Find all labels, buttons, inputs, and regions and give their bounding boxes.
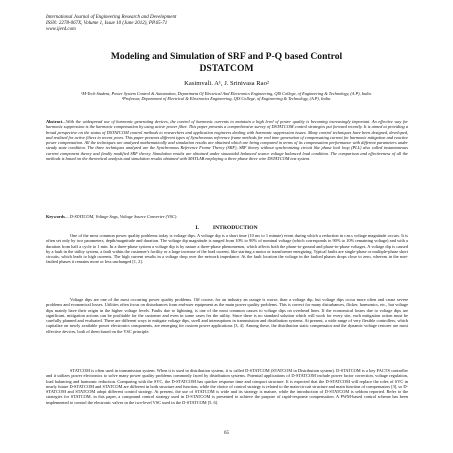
keywords-text: — D-STATCOM, Voltage Sags, Voltage Source Converter (VSC). xyxy=(64,214,178,219)
page-number: 65 xyxy=(224,431,229,436)
intro-paragraph-1: One of the most common power quality problems today is voltage dips. A voltage dip is a short time (10 ms to 1 minute) event during which a reduction in r.m.s voltage magnitude occurs. It is often set only by two parameters, depth/magnitude and duration. The voltage dip magnitude is ranged from 10% to 90% of nominal voltage (which corresponds to 90% to 10% remaining voltage) and with a duration from half a cycle to 1 min. In a three-phase system a voltage dip is by nature a three-phase phenomenon, which affects both the phase-to-ground and phase-to-phase voltages. A voltage dip is caused by a fault in the utility system, a fault within the customer's facility or a large increase of the load current, like starting a motor or transformer energizing. Typical faults are single-phase or multiple-phase short circuits, which leads to high currents. The high current results in a voltage drop over the network impedance. At the fault location the voltage in the faulted phases drops close to zero, whereas in the non-faulted phases it remains more or less unchanged [1, 2]. xyxy=(46,233,408,265)
intro-paragraph-2: Voltage dips are one of the most occurring power quality problems. Off course, for an industry an outage is worse, than a voltage dip, but voltage dips occur more often and cause severe problems and economical losses. Utilities often focus on disturbances from end-user equipment as the main power quality problems. This is correct for many disturbances, flicker, harmonics, etc., but voltage dips mainly have their origin in the higher voltage levels. Faults due to lightning, is one of the most common causes to voltage dips on overhead lines. If the economical losses due to voltage dips are significant, mitigation actions can be profitable for the customer and even in some cases for the utility. Since there is no standard solution which will work for every site, each mitigation action must be carefully planned and evaluated. There are different ways to mitigate voltage dips, swell and interruptions in transmission and distribution systems. At present, a wide range of very flexible controllers, which capitalize on newly available power electronics components, are emerging for custom power applications [3, 4]. Among these, the distribution static compensator and the dynamic voltage restorer are most effective devices, both of them based on the VSC principle. xyxy=(46,297,408,334)
keywords-label: Keywords xyxy=(46,214,65,219)
journal-name: International Journal of Engineering Research and Development xyxy=(46,15,177,20)
journal-issn: ISSN: 2278-067X, Volume 1, Issue 10 (June 2012), PP.65-71 xyxy=(46,21,168,26)
section-heading-introduction: I. INTRODUCTION xyxy=(195,225,258,231)
abstract-text: —With the widespread use of harmonic generating devices, the control of harmonic currents to maintain a high level of power quality is becoming increasingly important. An effective way for harmonic suppression is the harmonic compensation by using active power filter. This paper presents a comprehensive survey of DSTATCOM control strategies put forward recently. It is aimed at providing a broad perspective on the status of DSTATCOM control methods to researchers and application engineers dealing with harmonic suppression issues. Many control techniques have been designed, developed, and realized for active filters in recent years. This paper presents different types of Synchronous reference frame methods for real time generation of compensating current for harmonic mitigation and reactive power compensation. All the techniques are analyzed mathematically and simulation results are obtained which are being compared in terms of its compensation performance with different parameters under steady state condition. The three techniques analyzed are the Synchronous Reference Frame Theory (SRF), SRF theory without synchronizing circuit like phase lock loop (PLL) also called instantaneous current component theory and finally modified SRF theory. Simulation results are obtained under sinusoidal balanced source voltage balanced load condition. The comparison and effectiveness of all the methods is based on the theoretical analysis and simulation results obtained with MATLAB employing a three phase three wire DSTATCOM test system. xyxy=(46,119,408,161)
abstract xyxy=(46,119,408,161)
affiliation-1: ¹M-Tech Student, Power System Control & Automation, Department Of Electrical And Electronics Engineering, QIS College, of Engineering & Technology, (A.P), India. xyxy=(81,91,372,96)
paper-title xyxy=(0,51,453,75)
journal-url[interactable]: www.ijerd.com xyxy=(46,27,76,32)
paper-title-line-1: Modeling and Simulation of SRF and P-Q based Control xyxy=(110,51,343,62)
intro-paragraph-3: STATCOM is often used in transmission system. When it is used in distribution system, it is called D-STATCOM (STATCOM in Distribution system). D-STATCOM is a key FACTS controller and it utilizes power electronics to solve many power quality problems commonly faced by distribution systems. Potential applications of D-STATCOM include power factor correction, voltage regulation, load balancing and harmonic reduction. Comparing with the SVC, the D-STATCOM has quicker response time and compact structure. It is expected that the D-STATCOM will replace the roles of SVC in nearly future D-STATCOM and STATCOM are different in both structure and function, while the choice of control strategy is related to the main-circuit structure and main function of compensators [3], so D-STATCOM and STATCOM adopt different control strategy. At present, the use of STATCOM is wide and its strategy is mature, while the introduction of D-STATCOM is seldom reported. Refer to the strategies for STATCOM, in this paper, a compound control strategy used in D-STATCOM is presented to achieve the purpose of rapid-response compensation. A PWM-based control scheme has been implemented to control the electronic valves in the two-level VSC used in the D-STATCOM [5, 6]. xyxy=(46,368,408,405)
paper-title-line-2: DSTATCOM xyxy=(199,63,254,74)
paper-authors: Kasimvali. A¹, J. Srinivasa Rao² xyxy=(184,80,269,87)
author-affiliations xyxy=(60,91,393,101)
affiliation-2: ²Professor, Department of Electrical & Electronics Engineering, QIS College, of Engineering & Technology, (A.P), India. xyxy=(121,96,332,102)
keywords xyxy=(46,214,408,219)
journal-header xyxy=(46,15,426,33)
abstract-label: Abstract xyxy=(46,119,63,124)
